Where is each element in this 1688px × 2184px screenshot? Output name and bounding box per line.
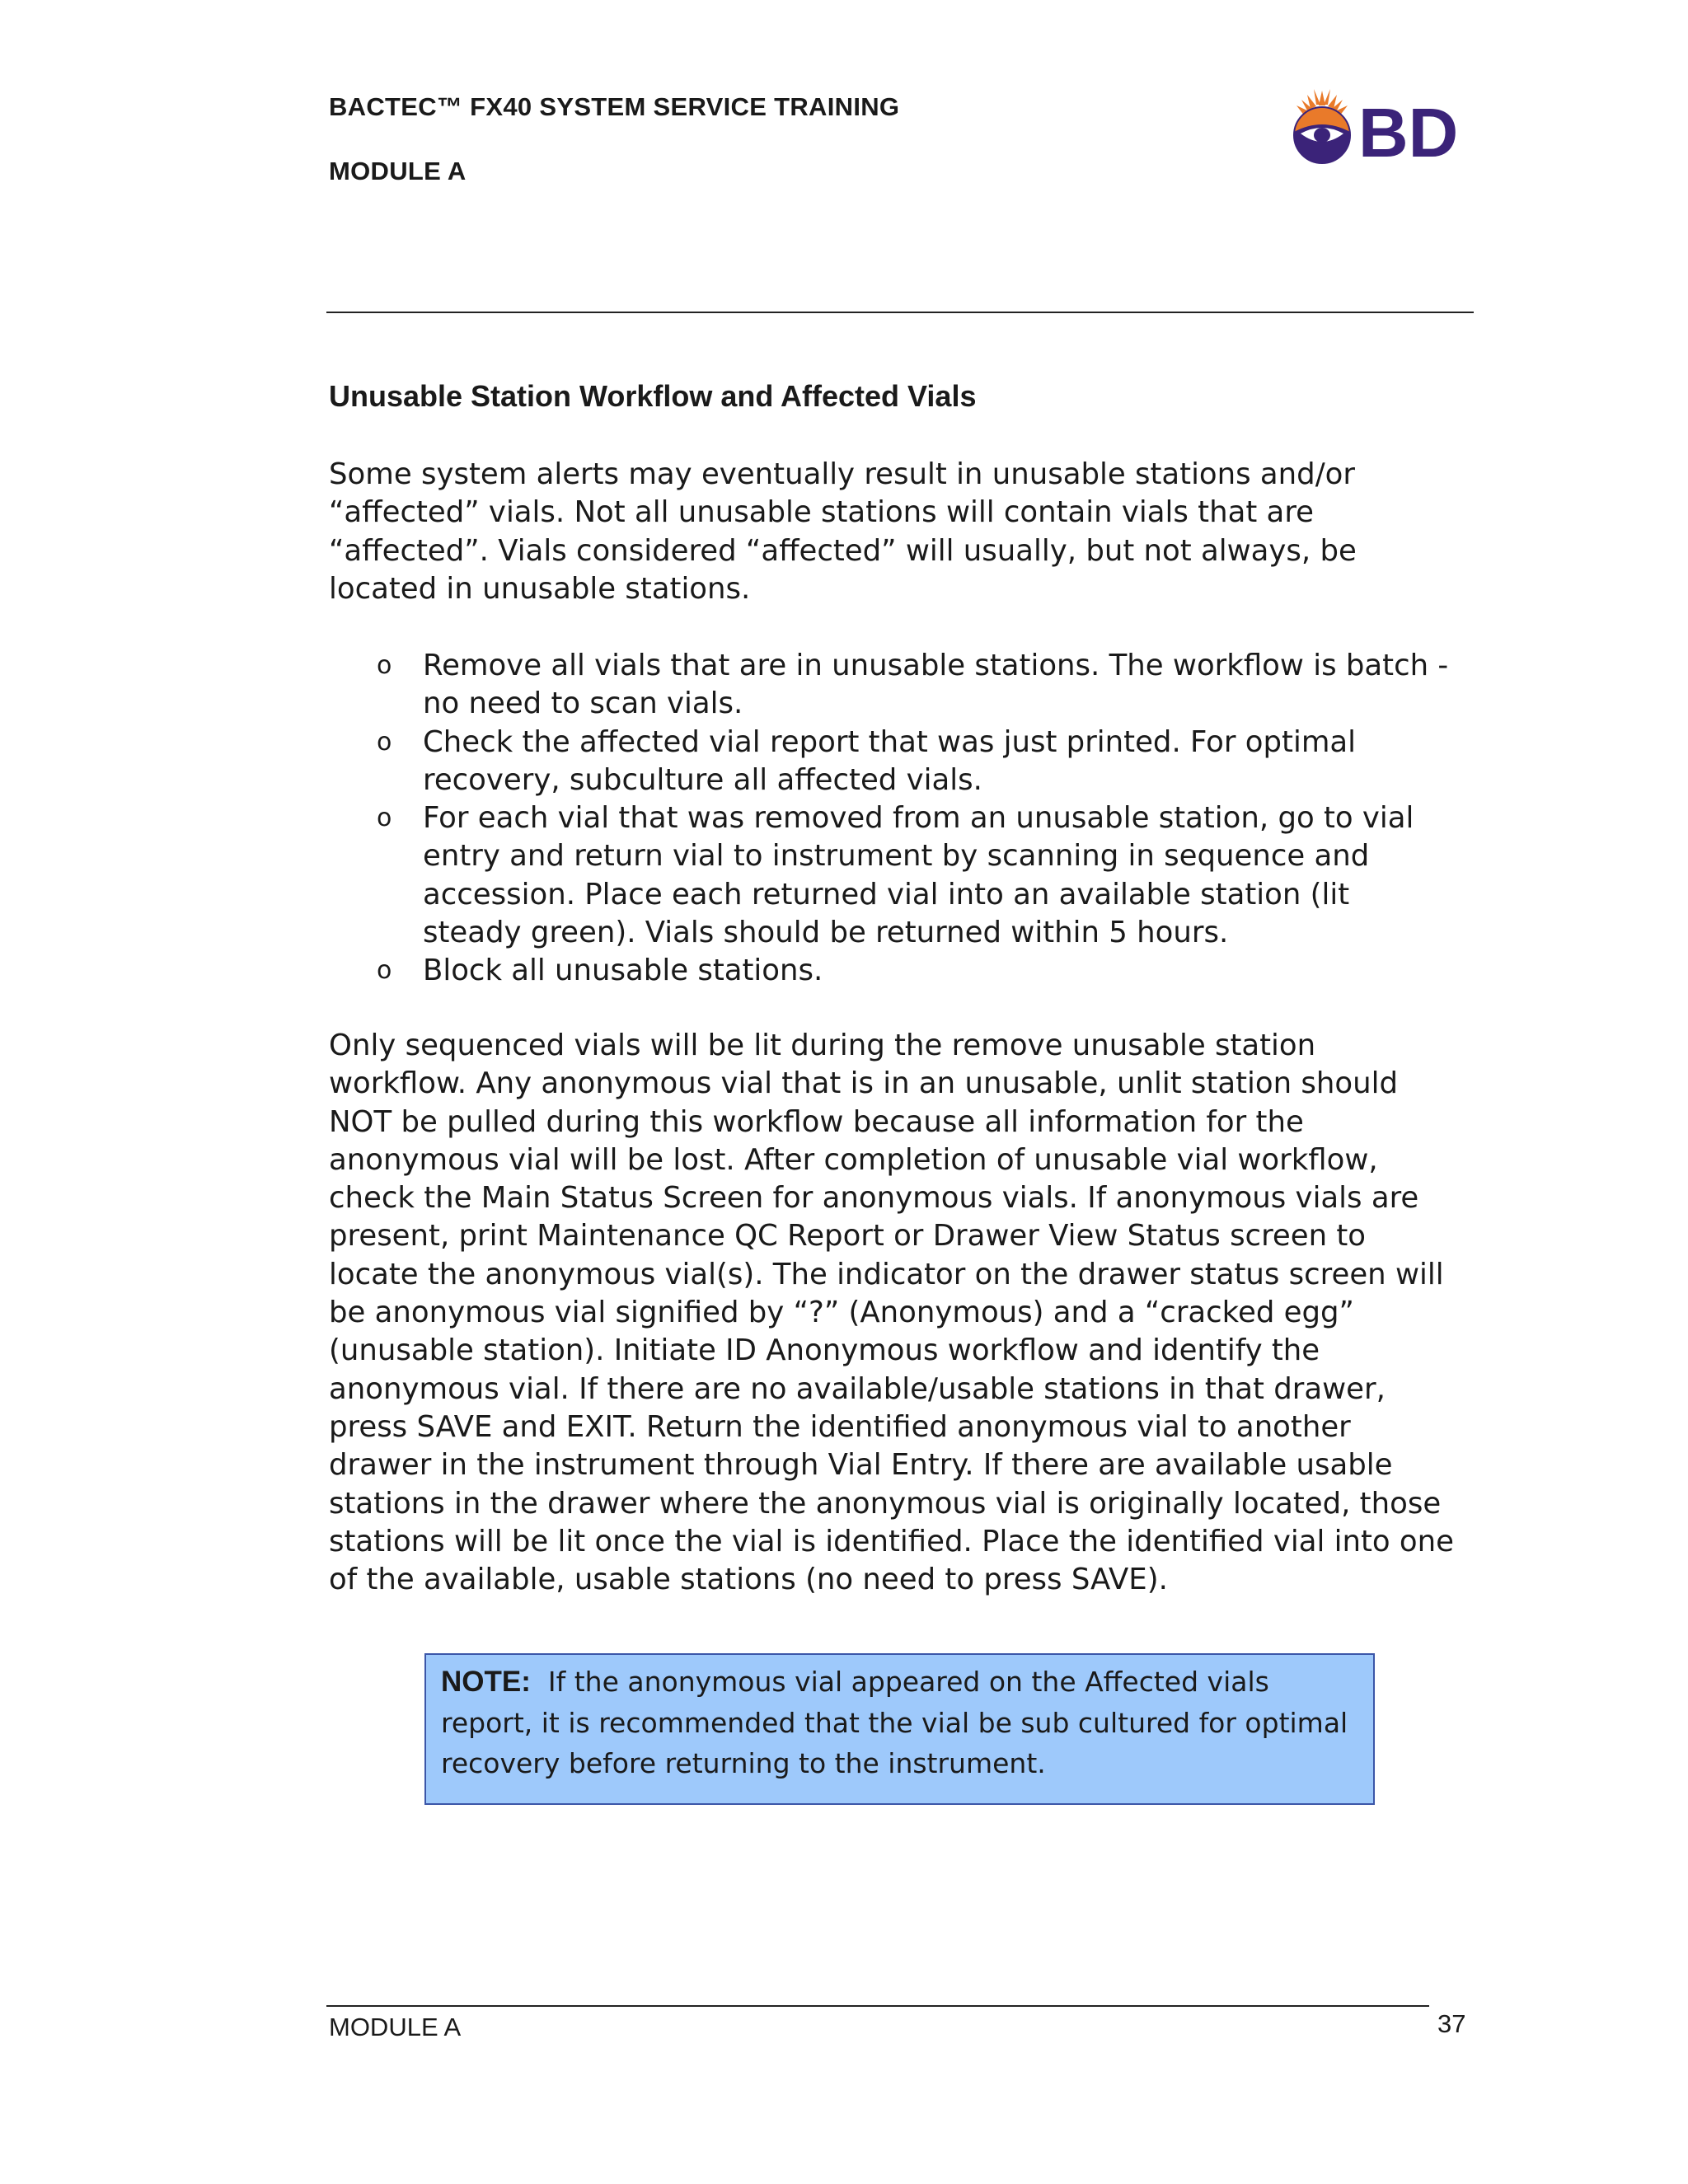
list-item (375, 647, 1448, 724)
header-divider (326, 312, 1474, 313)
list-item (375, 724, 1448, 800)
note-line: report, it is recommended that the vial be sub cultured for optimal (441, 1706, 1348, 1739)
bullet-marker: o (377, 651, 392, 680)
header-title: BACTEC™ FX40 SYSTEM SERVICE TRAINING (329, 92, 900, 121)
list-item-line: accession. Place each returned vial into an available station (lit (423, 877, 1350, 912)
body-line: press SAVE and EXIT. Return the identified anonymous vial to another (329, 1409, 1351, 1444)
note-text: If the anonymous vial appeared on the Affected vials (547, 1666, 1269, 1698)
note-first-line (441, 1661, 1373, 1703)
body-paragraph (329, 1027, 1483, 1599)
page-number: 37 (1437, 2009, 1466, 2038)
body-line: present, print Maintenance QC Report or Drawer View Status screen to (329, 1219, 1366, 1254)
bullet-marker: o (377, 956, 392, 986)
body-line: workflow. Any anonymous vial that is in an unusable, unlit station should (329, 1066, 1398, 1101)
body-line: drawer in the instrument through Vial Entry. If there are available usable (329, 1448, 1393, 1483)
body-line: of the available, usable stations (no need to press SAVE). (329, 1563, 1168, 1597)
body-line: stations will be lit once the vial is identified. Place the identified vial into one (329, 1524, 1454, 1558)
note-label: NOTE: (441, 1666, 531, 1698)
footer-divider (326, 2005, 1429, 2007)
body-line: anonymous vial will be lost. After completion of unusable vial workflow, (329, 1142, 1378, 1177)
intro-line: Some system alerts may eventually result in unusable stations and/or (329, 457, 1355, 491)
list-item-line: entry and return vial to instrument by scanning in sequence and (423, 839, 1370, 874)
bullet-marker: o (377, 804, 392, 833)
intro-line: “affected”. Vials considered “affected” will usually, but not always, be (329, 533, 1357, 568)
body-line: be anonymous vial signified by “?” (Anonymous) and a “cracked egg” (329, 1296, 1354, 1330)
list-item (375, 952, 1448, 990)
bullet-marker: o (377, 727, 392, 757)
intro-line: “affected” vials. Not all unusable stations will contain vials that are (329, 495, 1314, 530)
list-item-line: Remove all vials that are in unusable stations. The workflow is batch - (423, 649, 1449, 682)
list-item-line: Check the affected vial report that was just printed. For optimal (423, 724, 1357, 759)
footer-module: MODULE A (329, 2013, 462, 2041)
body-line: (unusable station). Initiate ID Anonymous workflow and identify the (329, 1333, 1320, 1368)
body-line: locate the anonymous vial(s). The indicator on the drawer status screen will (329, 1257, 1444, 1291)
section-title: Unusable Station Workflow and Affected Vials (329, 379, 977, 413)
note-callout (424, 1653, 1375, 1805)
list-item-line: recovery, subculture all affected vials. (423, 762, 982, 797)
body-line: check the Main Status Screen for anonymous vials. If anonymous vials are (329, 1181, 1419, 1216)
list-item-line: no need to scan vials. (423, 687, 743, 721)
header-module: MODULE A (329, 157, 467, 185)
sunburst-icon (1294, 89, 1350, 163)
bd-logo (1289, 84, 1462, 166)
body-line: NOT be pulled during this workflow because all information for the (329, 1104, 1304, 1139)
body-line: Only sequenced vials will be lit during the remove unusable station (329, 1029, 1316, 1062)
logo-text: BD (1358, 94, 1459, 166)
workflow-steps-list (375, 647, 1448, 991)
intro-line: located in unusable stations. (329, 571, 751, 606)
list-item (375, 799, 1448, 952)
list-item-line: steady green). Vials should be returned within 5 hours. (423, 916, 1229, 950)
body-line: anonymous vial. If there are no available/usable stations in that drawer, (329, 1371, 1386, 1406)
list-item-line: Block all unusable stations. (423, 954, 823, 988)
intro-paragraph (329, 456, 1483, 608)
body-line: stations in the drawer where the anonymous vial is originally located, those (329, 1486, 1442, 1521)
list-item-line: For each vial that was removed from an unusable station, go to vial (423, 801, 1414, 836)
note-line: recovery before returning to the instrument. (441, 1747, 1046, 1779)
